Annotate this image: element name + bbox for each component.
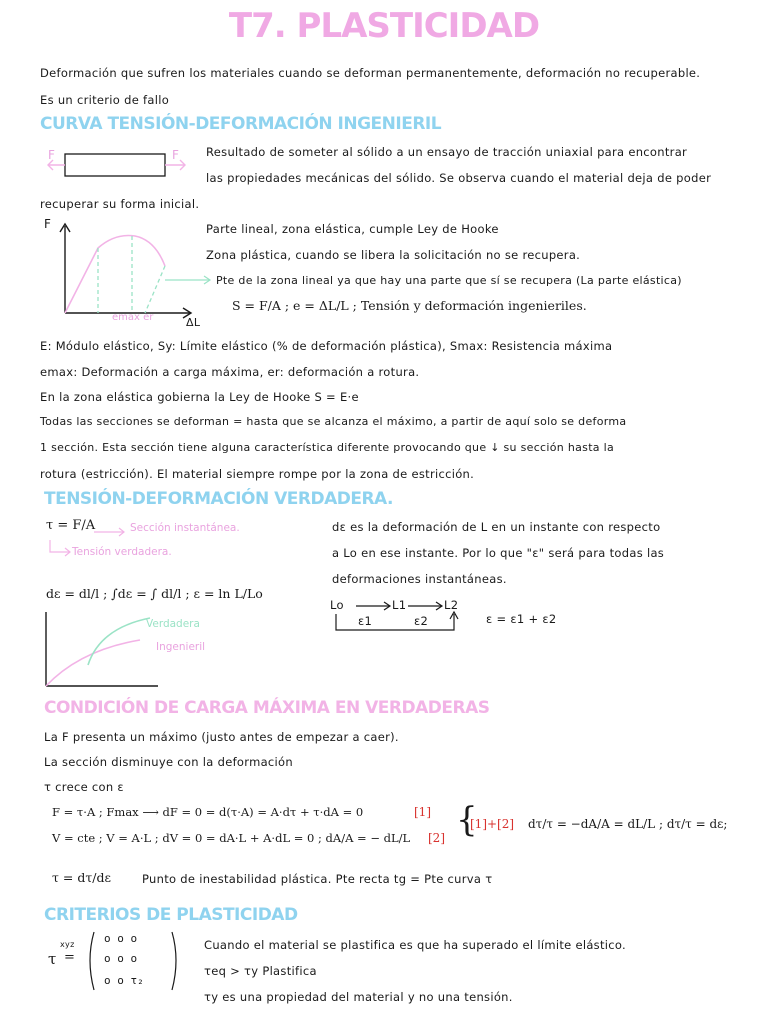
tau-equation: τ = F/A: [46, 518, 96, 533]
label-ingenieril-curve: Ingenieril: [156, 641, 206, 653]
sec4-line-3: τy es una propiedad del material y no una tensión.: [204, 990, 513, 1004]
sec3-line-3: τ crece con ε: [44, 780, 124, 794]
sec4-line-1: Cuando el material se plastifica es que ha superado el límite elástico.: [204, 938, 626, 952]
label-seccion-instantanea: Sección instantánea.: [130, 522, 240, 534]
force-label-left: F: [48, 148, 55, 162]
brace: {: [456, 800, 478, 840]
def-line-3: En la zona elástica gobierna la Ley de Hooke S = E·e: [40, 390, 359, 404]
label-l0: Lo: [330, 598, 344, 612]
bullet-slope: Pte de la zona lineal ya que hay una parte que sí se recupera (La parte elástica): [216, 274, 682, 287]
tau-equals: =: [64, 950, 75, 965]
strain-equation: dε = dl/l ; ∫dε = ∫ dl/l ; ε = ln L/Lo: [46, 586, 263, 601]
label-e1: ε1: [358, 614, 373, 628]
section-heading-criterios: CRITERIOS DE PLASTICIDAD: [44, 905, 298, 925]
sec2-para-3: deformaciones instantáneas.: [332, 572, 507, 586]
bullet-linear: Parte lineal, zona elástica, cumple Ley de Hooke: [206, 222, 499, 236]
sec3-eq-4: τ = dτ/dε: [52, 870, 111, 885]
section-heading-ingenieril: CURVA TENSIÓN-DEFORMACIÓN INGENIERIL: [40, 114, 442, 134]
sec2-para-2: a Lo en ese instante. Por lo que "ε" será para todas las: [332, 546, 665, 560]
matrix-row-1: o o o: [104, 932, 138, 945]
emax-er-label: emax er: [112, 312, 154, 323]
intro-line-2: Es un criterio de fallo: [40, 93, 170, 107]
tau-xyz: xyz: [60, 940, 75, 949]
sec3-eq-4-text: Punto de inestabilidad plástica. Pte recta tg = Pte curva τ: [142, 872, 493, 886]
sec3-eq-2: V = cte ; V = A·L ; dV = 0 = dA·L + A·dL = 0 ; dA/A = − dL/L: [52, 831, 411, 845]
tag-1: [1]: [414, 805, 431, 819]
sec3-line-2: La sección disminuye con la deformación: [44, 755, 293, 769]
sec4-line-2: τeq > τy Plastifica: [204, 964, 317, 978]
label-l1: L1: [392, 598, 407, 612]
intro-line-1: Deformación que sufren los materiales cuando se deforman permanentemente, deformación no recuperable.: [40, 66, 701, 80]
def-line-4: Todas las secciones se deforman = hasta que se alcanza el máximo, a partir de aquí solo se deforma: [40, 415, 627, 428]
sec1-para-3: recuperar su forma inicial.: [40, 197, 200, 211]
sec2-para-1: dε es la deformación de L en un instante con respecto: [332, 520, 661, 534]
matrix-row-2: o o o: [104, 952, 138, 965]
label-e2: ε2: [414, 614, 429, 628]
def-line-6: rotura (estricción). El material siempre rompe por la zona de estricción.: [40, 467, 475, 481]
combo-tag: [1]+[2]: [470, 817, 515, 831]
force-label-right: F: [172, 148, 179, 162]
sec1-para-1: Resultado de someter al sólido a un ensayo de tracción uniaxial para encontrar: [206, 145, 688, 159]
strain-sum: ε = ε1 + ε2: [486, 612, 557, 626]
section-heading-verdadera: TENSIÓN-DEFORMACIÓN VERDADERA.: [44, 489, 393, 509]
axis-y-label: F: [44, 217, 52, 231]
tag-2: [2]: [428, 831, 445, 845]
formula-eng: S = F/A ; e = ΔL/L ; Tensión y deformación ingenieriles.: [232, 298, 587, 313]
def-line-1: E: Módulo elástico, Sy: Límite elástico (% de deformación plástica), Smax: Resistencia máxima: [40, 339, 613, 353]
axis-x-label: ΔL: [186, 316, 201, 329]
label-verdadera-curve: Verdadera: [146, 618, 200, 630]
tau-symbol: τ: [48, 950, 57, 968]
sec1-para-2: las propiedades mecánicas del sólido. Se observa cuando el material deja de poder: [206, 171, 712, 185]
true-vs-eng-graph: [40, 610, 160, 690]
label-l2: L2: [444, 598, 459, 612]
label-tension-verdadera: Tensión verdadera.: [72, 546, 172, 558]
def-line-5: 1 sección. Esta sección tiene alguna característica diferente provocando que ↓ su sección hasta la: [40, 441, 615, 454]
section-heading-carga-maxima: CONDICIÓN DE CARGA MÁXIMA EN VERDADERAS: [44, 698, 490, 718]
sec3-eq-3: dτ/τ = −dA/A = dL/L ; dτ/τ = dε;: [528, 817, 728, 831]
sec3-eq-1: F = τ·A ; Fmax ⟶ dF = 0 = d(τ·A) = A·dτ + τ·dA = 0: [52, 805, 364, 819]
sec3-line-1: La F presenta un máximo (justo antes de empezar a caer).: [44, 730, 399, 744]
def-line-2: emax: Deformación a carga máxima, er: deformación a rotura.: [40, 365, 420, 379]
bullet-plastic: Zona plástica, cuando se libera la solicitación no se recupera.: [206, 248, 581, 262]
matrix-row-3: o o τ₂: [104, 974, 144, 987]
page-title: T7. PLASTICIDAD: [228, 6, 540, 46]
